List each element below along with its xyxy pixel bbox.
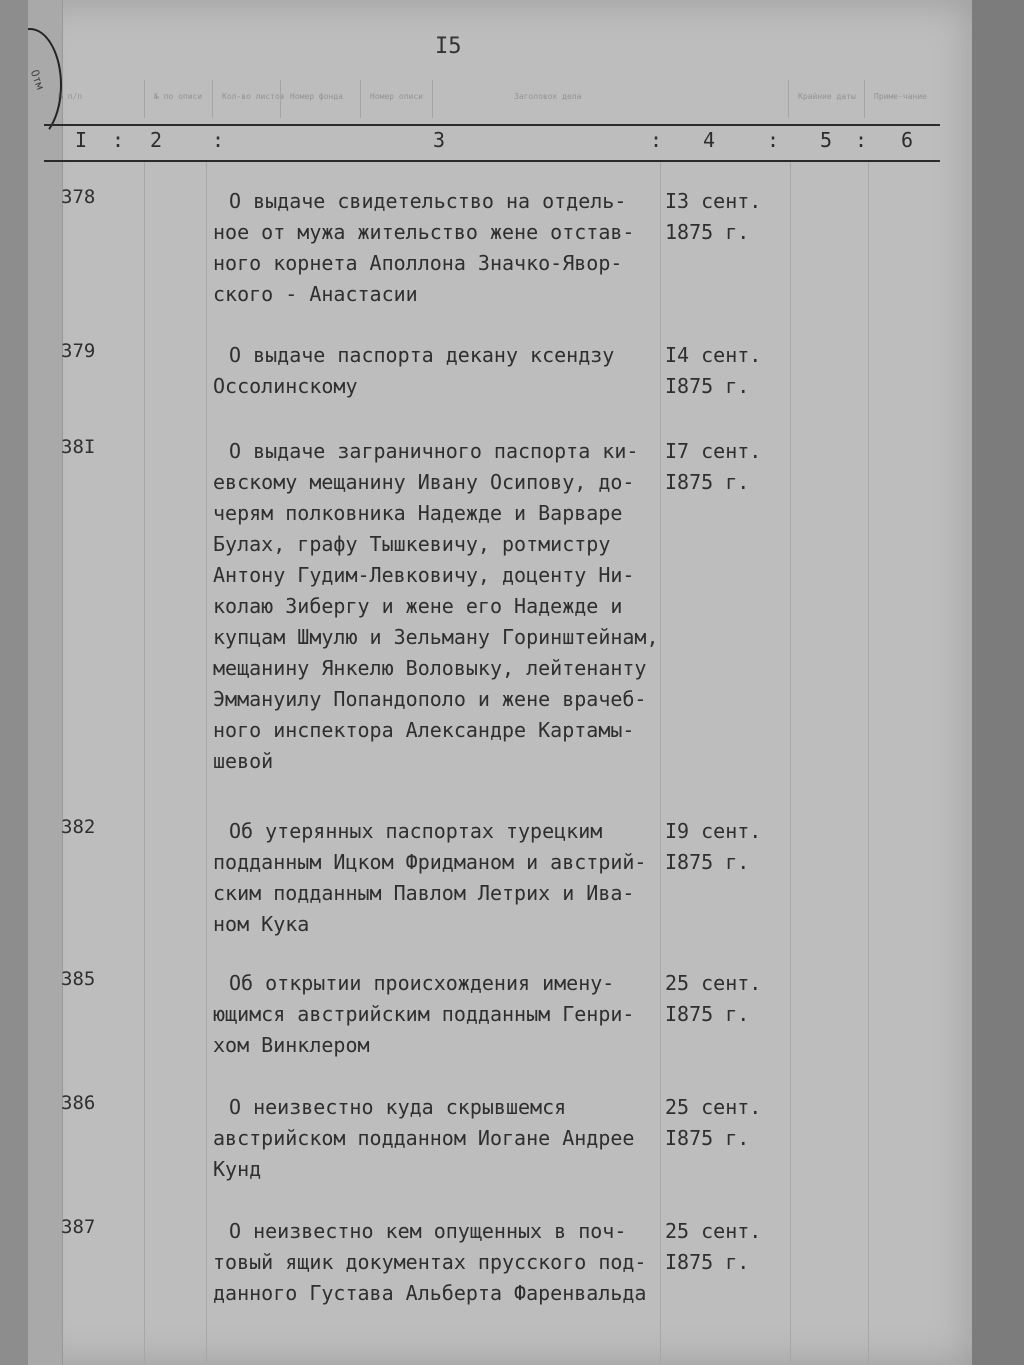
case-number: 378 <box>61 186 96 208</box>
column-divider <box>868 162 869 1362</box>
ghost-header-cell: Кол-во листов <box>222 92 285 101</box>
case-number: 382 <box>61 816 96 838</box>
column-number: 4 <box>703 128 716 152</box>
ghost-header-cell: № по описи <box>154 92 203 101</box>
case-date-line: I875 г. <box>665 850 750 874</box>
case-title-line: колаю Зибергу и жене его Надежде и <box>213 594 623 618</box>
case-title-line: данного Густава Альберта Фаренвальда <box>213 1281 647 1305</box>
case-title-line: евскому мещанину Ивану Осипову, до- <box>213 470 635 494</box>
case-date-line: I875 г. <box>665 1002 750 1026</box>
case-dates <box>665 968 761 1030</box>
case-title-line: ющимся австрийским подданным Генри- <box>213 1002 635 1026</box>
column-divider <box>206 162 207 1362</box>
column-separator: : <box>112 128 125 152</box>
case-title-line: О выдаче паспорта декану ксендзу <box>229 343 615 367</box>
case-title-line: ского - Анастасии <box>213 282 418 306</box>
case-title-line: ное от мужа жительство жене отстав- <box>213 220 635 244</box>
case-date-line: I875 г. <box>665 1250 750 1274</box>
case-title-line: Антону Гудим-Левковичу, доценту Ни- <box>213 563 635 587</box>
column-divider <box>144 162 145 1362</box>
case-date-line: 25 сент. <box>665 971 762 995</box>
case-title-line: О выдаче заграничного паспорта ки- <box>229 439 639 463</box>
ghost-header-cell: Номер фонда <box>290 92 343 101</box>
case-dates <box>665 186 761 248</box>
column-number: 3 <box>433 128 446 152</box>
case-title-line: ного инспектора Александре Картамы- <box>213 718 635 742</box>
case-title-line: купцам Шмулю и Зельману Горинштейнам, <box>213 625 659 649</box>
column-number: 6 <box>901 128 914 152</box>
page-edge-shadow <box>972 0 1024 1365</box>
case-title-line: товый ящик документах прусского под- <box>213 1250 647 1274</box>
case-title-line: австрийском подданном Иогане Андрее <box>213 1126 635 1150</box>
case-dates <box>665 340 761 402</box>
case-title <box>213 186 673 310</box>
case-title <box>213 1216 673 1309</box>
column-number: 5 <box>820 128 833 152</box>
case-title-line: подданным Ицком Фридманом и австрий- <box>213 850 647 874</box>
header-rule-bottom <box>44 160 940 162</box>
case-title-line: хом Винклером <box>213 1033 370 1057</box>
case-number: 387 <box>61 1216 96 1238</box>
case-title <box>213 1092 673 1185</box>
binding-edge <box>28 0 63 1365</box>
margin-label: Отм <box>28 68 47 92</box>
case-number: 38I <box>61 436 96 458</box>
case-title-line: Кунд <box>213 1157 262 1181</box>
column-divider <box>790 162 791 1362</box>
column-separator: : <box>767 128 780 152</box>
case-title-line: Оссолинскому <box>213 374 358 398</box>
case-date-line: I4 сент. <box>665 343 762 367</box>
case-title-line: Булах, графу Тышкевичу, ротмистру <box>213 532 611 556</box>
case-date-line: I9 сент. <box>665 819 762 843</box>
page-number: I5 <box>435 34 462 59</box>
column-number: 2 <box>150 128 163 152</box>
ghost-header-cell: Заголовок дела <box>514 92 582 101</box>
case-dates <box>665 1216 761 1278</box>
header-rule-top <box>44 124 940 126</box>
case-title-line: О неизвестно куда скрывшемся <box>229 1095 567 1119</box>
column-separator: : <box>212 128 225 152</box>
case-title-line: черям полковника Надежде и Варваре <box>213 501 623 525</box>
case-date-line: 25 сент. <box>665 1095 762 1119</box>
case-title <box>213 816 673 940</box>
ghost-header-cell: Крайние даты <box>798 92 856 101</box>
ghost-header-cell: № п/п <box>58 92 83 101</box>
case-title-line: ном Кука <box>213 912 310 936</box>
column-number: I <box>75 128 88 152</box>
case-title-line: мещанину Янкелю Воловыку, лейтенанту <box>213 656 647 680</box>
case-title-line: ного корнета Аполлона Значко-Явор- <box>213 251 623 275</box>
case-date-line: 25 сент. <box>665 1219 762 1243</box>
column-separator: : <box>855 128 868 152</box>
case-title <box>213 968 673 1061</box>
case-title <box>213 436 673 777</box>
case-date-line: 1875 г. <box>665 220 750 244</box>
ghost-header-cell: Номер описи <box>370 92 423 101</box>
case-date-line: I875 г. <box>665 1126 750 1150</box>
case-number: 385 <box>61 968 96 990</box>
case-number: 386 <box>61 1092 96 1114</box>
case-title-line: шевой <box>213 749 274 773</box>
case-date-line: I3 сент. <box>665 189 762 213</box>
case-title-line: ским подданным Павлом Летрих и Ива- <box>213 881 635 905</box>
ghost-header-cell: Приме-чание <box>874 92 927 101</box>
case-date-line: I7 сент. <box>665 439 762 463</box>
ghost-header <box>44 80 940 118</box>
case-title-line: О выдаче свидетельство на отдель- <box>229 189 627 213</box>
case-title-line: Эммануилу Попандополо и жене врачеб- <box>213 687 647 711</box>
case-title-line: О неизвестно кем опущенных в поч- <box>229 1219 627 1243</box>
case-dates <box>665 816 761 878</box>
case-date-line: I875 г. <box>665 470 750 494</box>
column-separator: : <box>650 128 663 152</box>
case-date-line: I875 г. <box>665 374 750 398</box>
case-title-line: Об утерянных паспортах турецким <box>229 819 603 843</box>
case-dates <box>665 1092 761 1154</box>
case-title <box>213 340 673 402</box>
case-title-line: Об открытии происхождения имену- <box>229 971 615 995</box>
case-dates <box>665 436 761 498</box>
case-number: 379 <box>61 340 96 362</box>
